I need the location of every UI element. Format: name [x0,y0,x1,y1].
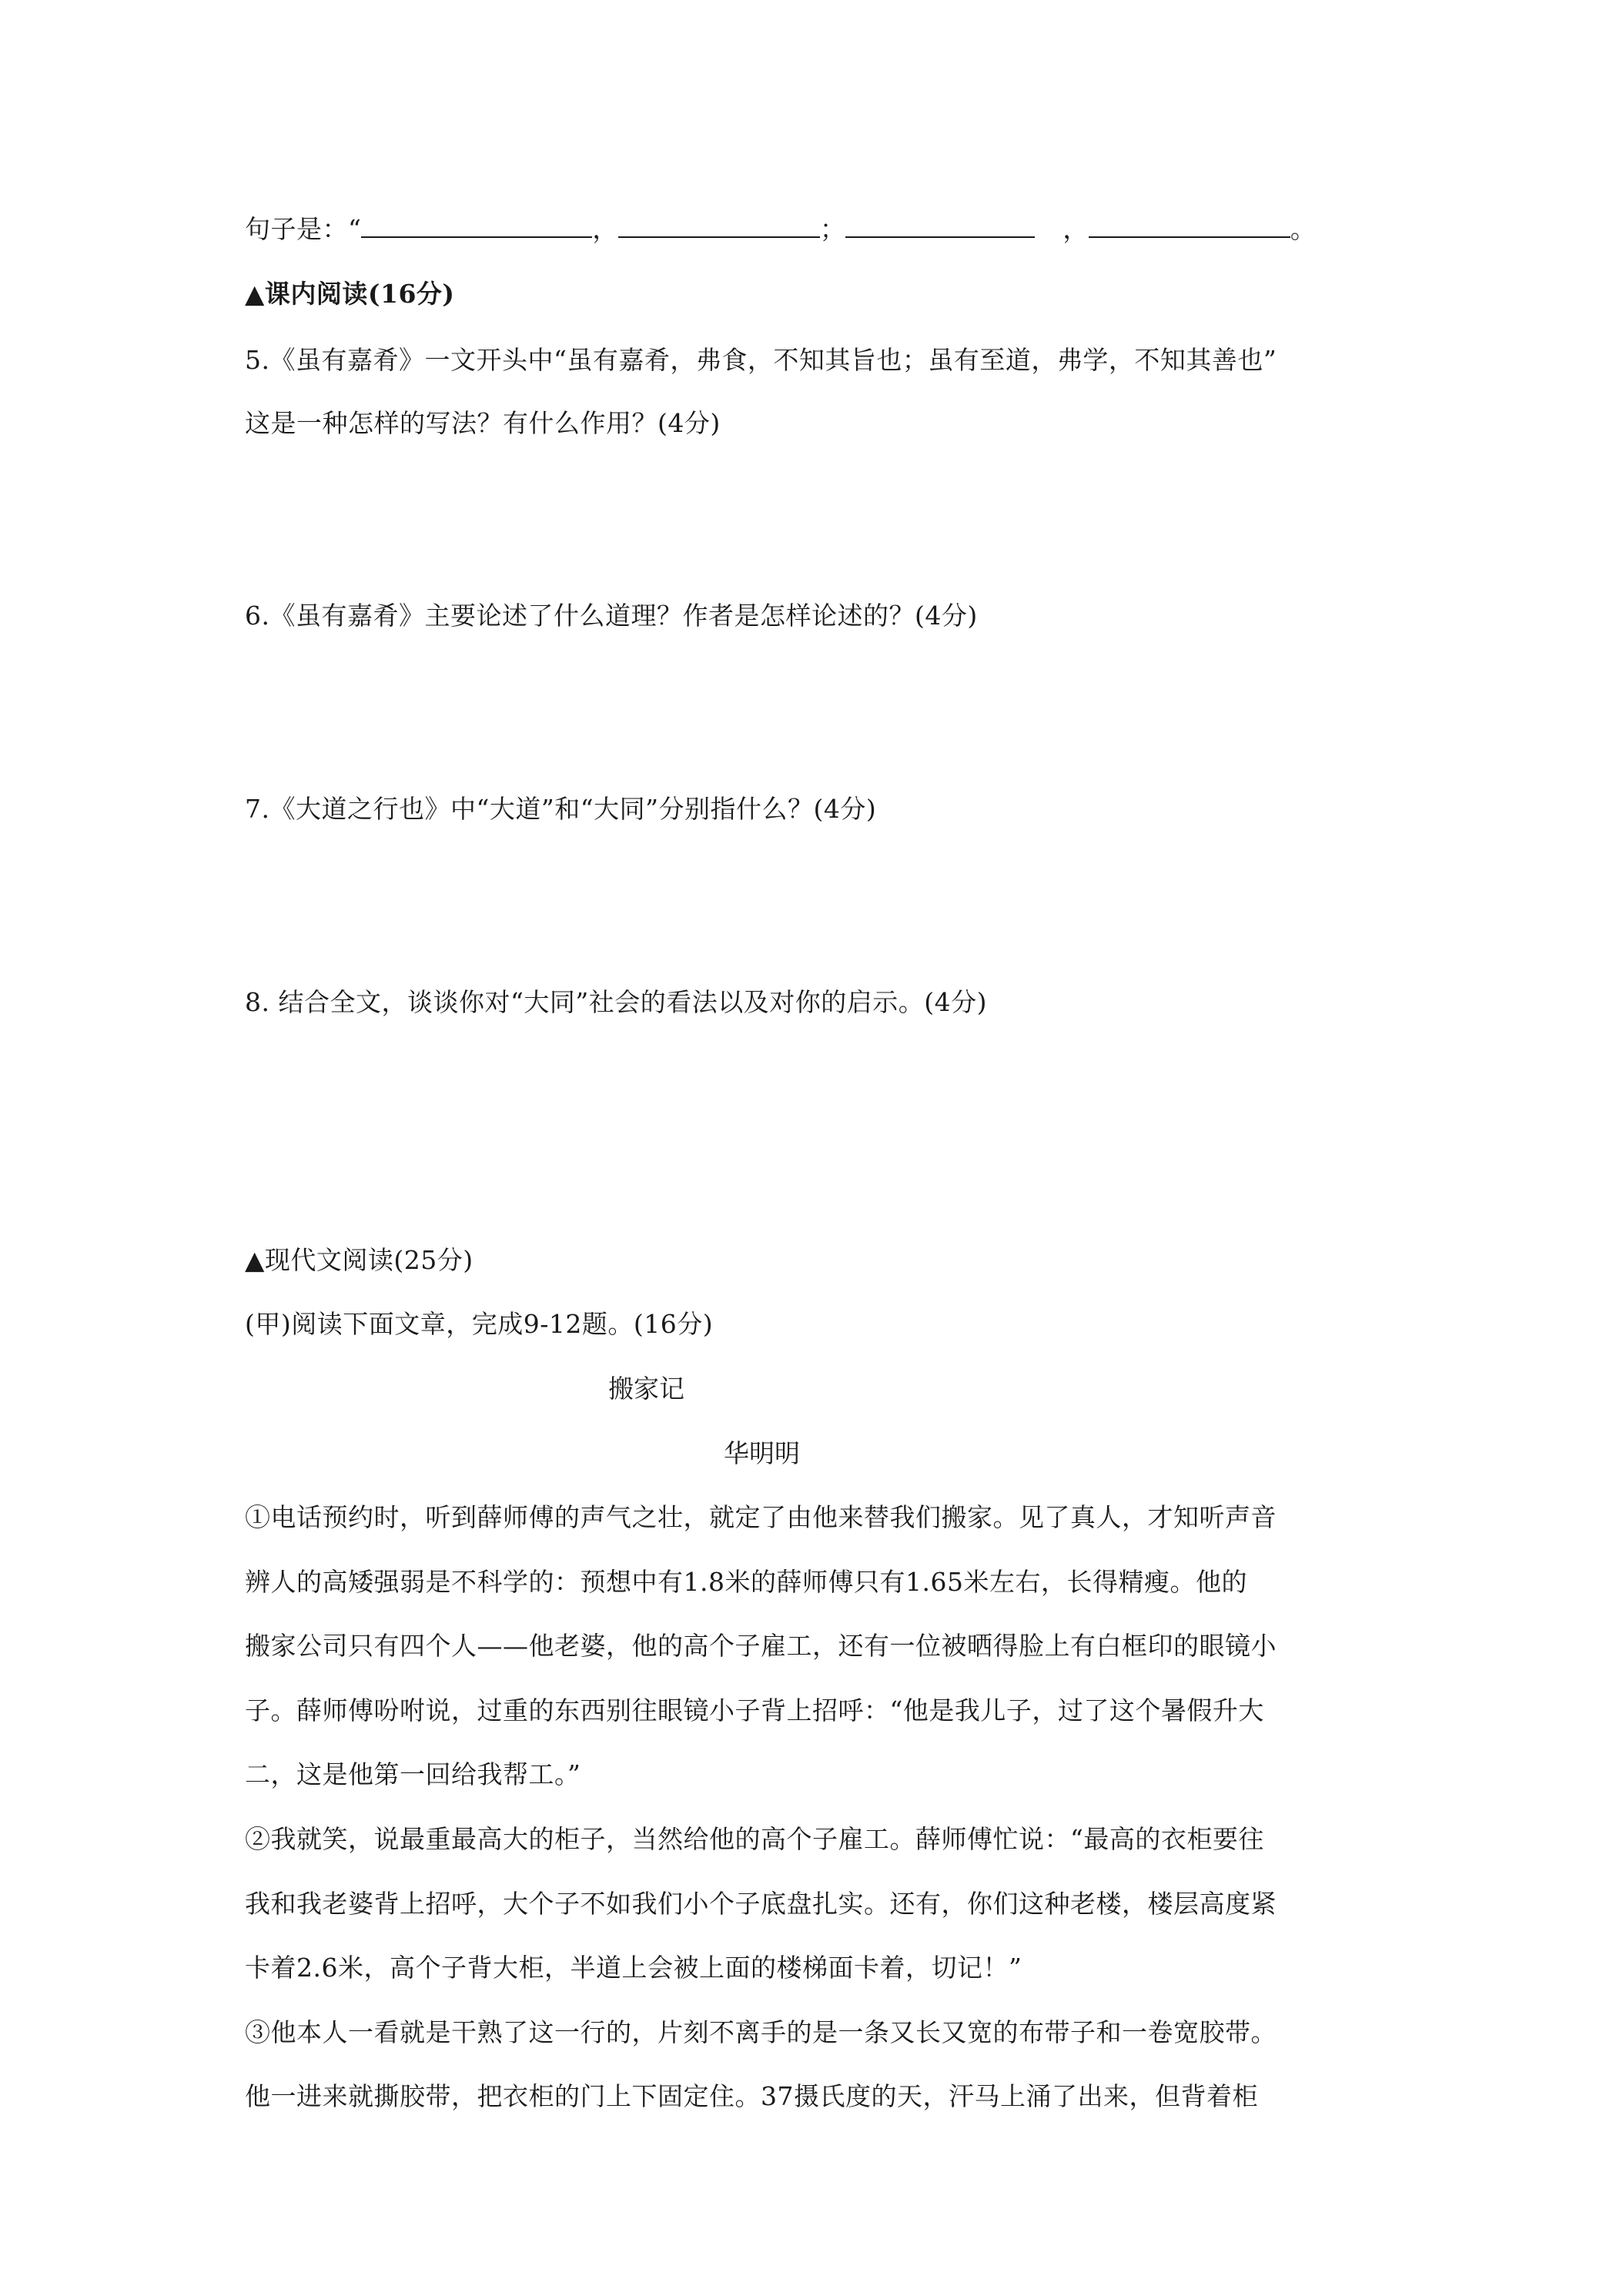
article-line: ①电话预约时，听到薛师傅的声气之壮，就定了由他来替我们搬家。见了真人，才知听声音 [245,1502,1277,1532]
article-line: 卡着2.6米，高个子背大柜，半道上会被上面的楼梯面卡着，切记！” [245,1953,1022,1983]
article-line: 辨人的高矮强弱是不科学的：预想中有1.8米的薛师傅只有1.65米左右，长得精瘦。他的 [245,1567,1247,1597]
fill-sentence-sep1: ， [592,214,618,244]
article-line: 搬家公司只有四个人——他老婆，他的高个子雇工，还有一位被晒得脸上有白框印的眼镜小 [245,1631,1277,1661]
article-line: 二，这是他第一回给我帮工。” [245,1759,581,1789]
fill-sentence-sep3: ， [1062,214,1089,244]
fill-sentence-prefix: 句子是：“ [245,214,362,244]
fill-sentence-sep2: ； [819,214,846,244]
answer-blank-1[interactable] [361,213,592,238]
answer-blank-3[interactable] [845,213,1035,238]
question-5-line-2: 这是一种怎样的写法？有什么作用？(4分) [245,408,721,438]
article-line: 他一进来就撕胶带，把衣柜的门上下固定住。37摄氏度的天，汗马上涌了出来，但背着柜 [245,2081,1258,2111]
section-heading-modern: ▲现代文阅读(25分) [245,1245,474,1275]
article-line: ②我就笑，说最重最高大的柜子，当然给他的高个子雇工。薛师傅忙说：“最高的衣柜要往 [245,1824,1264,1854]
question-7: 7.《大道之行也》中“大道”和“大同”分别指什么？(4分) [245,794,877,824]
question-5-line-1: 5.《虽有嘉肴》一文开头中“虽有嘉肴，弗食，不知其旨也；虽有至道，弗学，不知其善也” [245,345,1277,375]
document-page [245,0,1400,2296]
answer-blank-4[interactable] [1089,213,1290,238]
fill-sentence-end: 。 [1290,214,1317,244]
article-author: 华明明 [724,1438,800,1468]
answer-blank-2[interactable] [618,213,820,238]
fill-sentence-line [245,213,1316,246]
question-8: 8. 结合全文，谈谈你对“大同”社会的看法以及对你的启示。(4分) [245,987,987,1017]
question-6: 6.《虽有嘉肴》主要论述了什么道理？作者是怎样论述的？(4分) [245,601,978,631]
section-heading-classic: ▲课内阅读(16分) [245,279,455,309]
article-line: 我和我老婆背上招呼，大个子不如我们小个子底盘扎实。还有，你们这种老楼，楼层高度紧 [245,1889,1277,1919]
section-instruction: (甲)阅读下面文章，完成9-12题。(16分) [245,1309,714,1339]
article-title: 搬家记 [608,1374,684,1404]
article-line: ③他本人一看就是干熟了这一行的，片刻不离手的是一条又长又宽的布带子和一卷宽胶带。 [245,2017,1277,2047]
article-line: 子。薛师傅吩咐说，过重的东西别往眼镜小子背上招呼：“他是我儿子，过了这个暑假升大 [245,1695,1264,1725]
